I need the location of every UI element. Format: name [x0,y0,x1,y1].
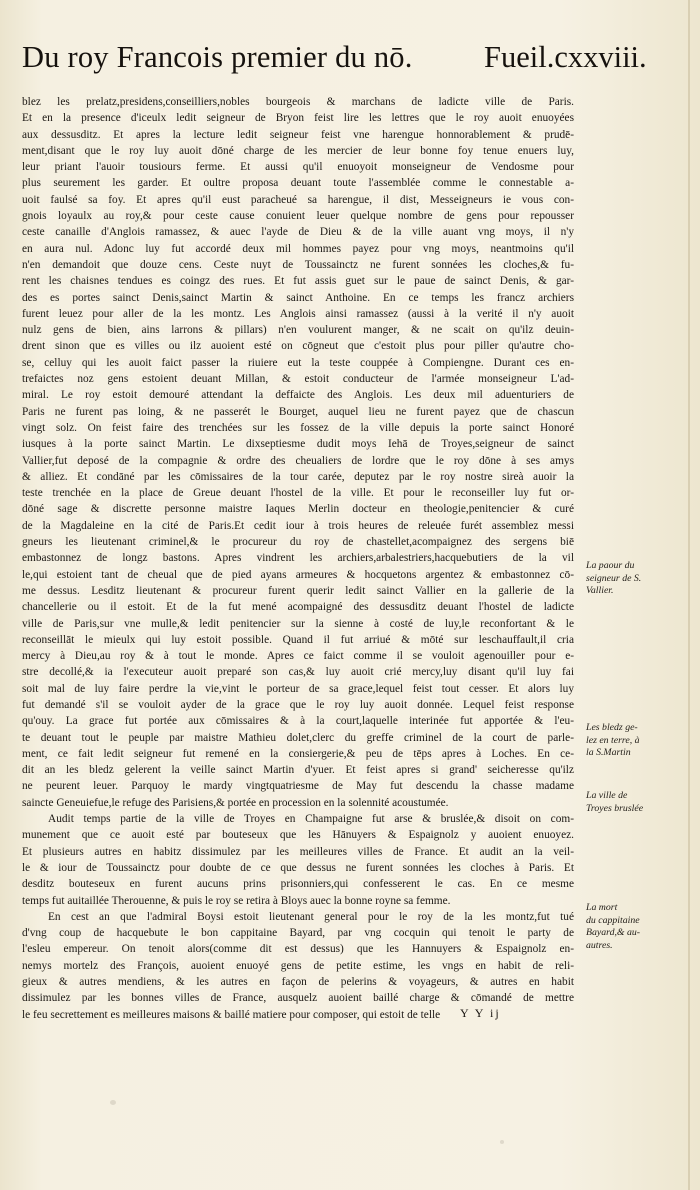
margin-note-line: du cappitaine [586,914,640,926]
text-line: En cest an que l'admiral Boysi estoit lieutenant general pour le roy de la les montz,fut tué [48,910,574,923]
text-line: gieux & autres mendiens, & les autres en façon de pelerins & voyageurs, & autres en habit [22,976,574,989]
text-line: ment, ce fait ledit seigneur fut remené en la consiergerie,& peu de tēps apres à Loches. En ce- [22,747,574,760]
text-line: l'esleu empereur. On tenoit alors(comme dit est dessus) que les Hannuyers & Espaignolz en- [22,943,574,956]
folio-number: Fueil.cxxviii. [484,40,647,74]
main-text-block [22,94,574,1023]
text-line: aux dessusditz. Et apres la lecture ledit seigneur feist vne harengue honnorablement & prudē- [22,128,574,141]
text-line: dissimulez par les bonnes villes de France, ausquelz auoient baillé charge & cōmandé de mettre [22,992,574,1005]
text-line: se, celluy qui les auoit faict passer la riuiere eut la teste couppée à Compiengne. Durant ces en- [22,356,574,369]
margin-note-line: Bayard,& au- [586,927,641,938]
text-line: blez les prelatz,presidens,conseilliers,nobles bourgeois & marchans de ladicte ville de Paris. [22,96,574,108]
margin-note-line: autres. [586,939,613,951]
text-line: de la Magdaleine en la cité de Paris.Et cedit iour à trois heures de releuée furét assemblez messi [22,519,574,532]
text-line: mercy à Dieu,au roy & à tout le monde. Apres ce faict comme il se vouloit agenouiller pour e- [22,650,574,663]
text-line: le,qui estoient tant de cheual que de pied ayans armeures & hocquetons argentez & embastonnez cō- [22,568,574,581]
text-line: ne peurent leuer. Parquoy le mardy vingtquatriesme de May fut descendu la chasse madame [22,780,574,793]
text-line: qu'ouy. La grace fut portée aux cōmissaires & à la court,laquelle interinée fut apportée & l'eu- [22,715,574,728]
text-line: gneurs les lieutenant criminel,& le procureur du roy de chastellet,acompaignez des sergens biē [22,536,574,549]
running-title: Du roy Francois premier du nō. [22,40,413,74]
margin-note-line: La paour du [586,560,635,571]
text-line: saincte Geneuiefue,le refuge des Parisiens,& portée en procession en la solennité acoustumée. [22,796,449,809]
margin-note-line: La mort [586,902,618,913]
text-line: teste trenchée en la place de Greue deuant l'hostel de la ville. Et pour le reconseiller luy fut or- [22,487,574,500]
text-line: miral. Le roy estoit demouré attendant la deffaicte des Anglois. Les deux mil aduenturiers de [22,389,574,402]
text-line: me dessus. Lesditz lieutenant & procureur furent querir ledit sainct Vallier en la gallerie de la [22,584,574,597]
text-line: gnois loyaulx au roy,& pour ceste cause conuient leuer quelque nombre de gens pour repousser [22,210,574,223]
margin-note-line: seigneur de S. [586,572,642,584]
margin-note-bledz [586,722,676,760]
text-line: uoit faulsé sa foy. Et apres qu'il eust paracheué sa harengue, il dist, Messeigneurs ie vous con- [22,193,574,206]
text-line: soit mal de luy faire perdre la vie,vint le porteur de sa grace,lequel feist tout cesser. Et alors luy [22,682,574,695]
text-line: reconseillāt le mieulx qui luy estoit possible. Quand il fut arriué & mōté sur leschauffault,il cria [22,633,574,646]
signature-mark: Y Y ij [460,1006,501,1020]
text-line: nulz gens de bien, ains larrons & pillars) n'en voulurent manger, & ne scait on qu'ilz deuin- [22,324,574,337]
margin-note-line: lez en terre, à [586,734,640,746]
text-line: plus seurement les garder. Et oultre proposa deuant toute l'assemblée comme le connestable a- [22,177,574,190]
text-line: nemys mortelz des François, auoient enuoyé gens de petite estime, les vngs en habit de reli- [22,959,574,972]
margin-note-line: la S.Martin [586,747,631,758]
text-line: embastonnez de longz bastons. Apres vindrent les archiers,arbalestriers,hacquebutiers de la vil [22,552,574,565]
text-line: rent les chaisnes tendues es coingz des rues. Et fut assis guet sur le paue de sainct Denis, & gar- [22,275,574,288]
page-fold-shadow [688,0,690,1190]
text-line: Audit temps partie de la ville de Troyes en Champaigne fut arse & bruslée,& disoit on com- [48,813,574,826]
text-line: Et en la presence d'iceulx ledit seigneur de Bryon feist lire les lettres que le roy auoit enuoyées [22,112,574,125]
text-line: chancellerie ou il estoit. Et de la fut mené acompaigné des dessusditz deuant l'hostel de ladicte [22,601,574,614]
text-line: fut demandé s'il se vouloit ayder de la grace que le roy luy auoit donnée. Lequel feist response [22,698,574,711]
margin-note-line: Vallier. [586,585,614,596]
text-line: & alliez. Et condāné par les cōmissaires de la tour carée, deputez par le roy nostre sireà auoir la [22,470,574,483]
text-line: dōné sage & discrette personne maistre Iaques Merlin docteur en theologie,penitencier & curé [22,503,574,516]
margin-note-line: Les bledz ge- [586,722,638,733]
text-line: stre decollé,& ia l'executeur auoit preparé son cas,& luy auoit crié mercy,luy disant qu'il luy fai [22,666,574,679]
paper-speck [110,1100,116,1105]
text-line: drent sinon que es villes ou ilz auoient esté on cōgneut que c'estoit plus pour piller qu'autre cho- [22,340,574,353]
paper-speck [500,1140,504,1144]
text-line: te deuant tout le peuple par maistre Mathieu dolet,clerc du greffe criminel de la court de parle- [22,731,574,744]
margin-note-bayard [586,902,676,952]
text-line: en aura nul. Adonc luy fut accordé deux mil hommes payez pour vng moys, neantmoins qu'il [22,242,574,255]
text-line: d'vng coup de hacquebute le bon cappitaine Bayard, par vng cocquin qui tenoit le party de [22,927,574,940]
text-line: vingt solz. On feist faire des trenchées sur les fossez de la ville depuis la porte sainct Honoré [22,421,574,434]
text-line: Paris ne furent pas loing, & ne passerét le Bourget, auquel lieu ne furent payez que de chascun [22,405,574,418]
text-line: ville de Paris,sur vne mulle,& ledit penitencier sur la sienne à costé de luy,le reconfortant & le [22,617,574,630]
margin-note-line: Troyes bruslée [586,802,644,814]
margin-note-line: La ville de [586,790,628,801]
text-line: munement que ce auoit esté par bouteseux que les Hānuyers & Espaignolz y auoient enuoyez. [22,829,574,842]
text-line: furent leuez pour aller de la les montz. Les Anglois ainsi ramassez (aussi à la verité il n'y auoit [22,307,574,320]
page-header [22,40,647,84]
text-line: n'en demandoit que douze cens. Ceste nuyt de Toussainctz ne furent sonnées les cloches,& fu- [22,258,574,271]
text-line: ceste canaille d'Anglois ramassez, & auec l'ayde de Dieu & de la ville auant vng moys, il n'y [22,226,574,239]
text-line: Vallier,fut deposé de la compagnie & ordre des cheualiers de lordre que le roy dōne à ses amys [22,454,574,467]
text-line: dit an les bledz gelerent la veille sainct Martin d'yuer. Et feist apres si grand' seicheresse qu'ilz [22,764,574,777]
text-line: leur priant l'auoir tousiours ferme. Et aussi qu'il enuoyoit monseigneur de Vendosme pour [22,161,574,174]
text-line: iusques à la porte sainct Martin. Le dixseptiesme dudit moys Iehā de Troyes,seigneur de sainct [22,438,574,451]
text-line: temps fut auitaillée Therouenne, & puis le roy se retira à Bloys auec la bonne royne sa femme. [22,894,451,907]
text-line: trefaictes noz gens estoient deuant Millan, & estoit conducteur de l'armée monseigneur L'ad- [22,373,574,386]
text-line: ment,disant que le roy luy auoit dōné charge de les mercier de leur bonne foy tenue enuers luy, [22,144,574,157]
text-line: desditz bouteseux en furent aucuns prins prisonniers,qui confesserent le cas. En ce mesme [22,878,574,891]
text-line: le feu secrettement es meilleures maisons & baillé matiere pour composer, qui estoit de telle [22,1008,441,1021]
text-line: des es portes sainct Denis,sainct Martin & sainct Anthoine. En ce temps les francz archiers [22,291,574,304]
text-line: Et plusieurs autres en habitz dissimulez par les meilleures villes de France. Et audit an la veil- [22,845,574,858]
margin-note-troyes [586,790,676,815]
text-line: le & iour de Toussainctz pour doubte de ce que dessus ne furent sonnées les cloches à Paris. Et [22,861,574,874]
margin-note-vallier [586,560,676,598]
